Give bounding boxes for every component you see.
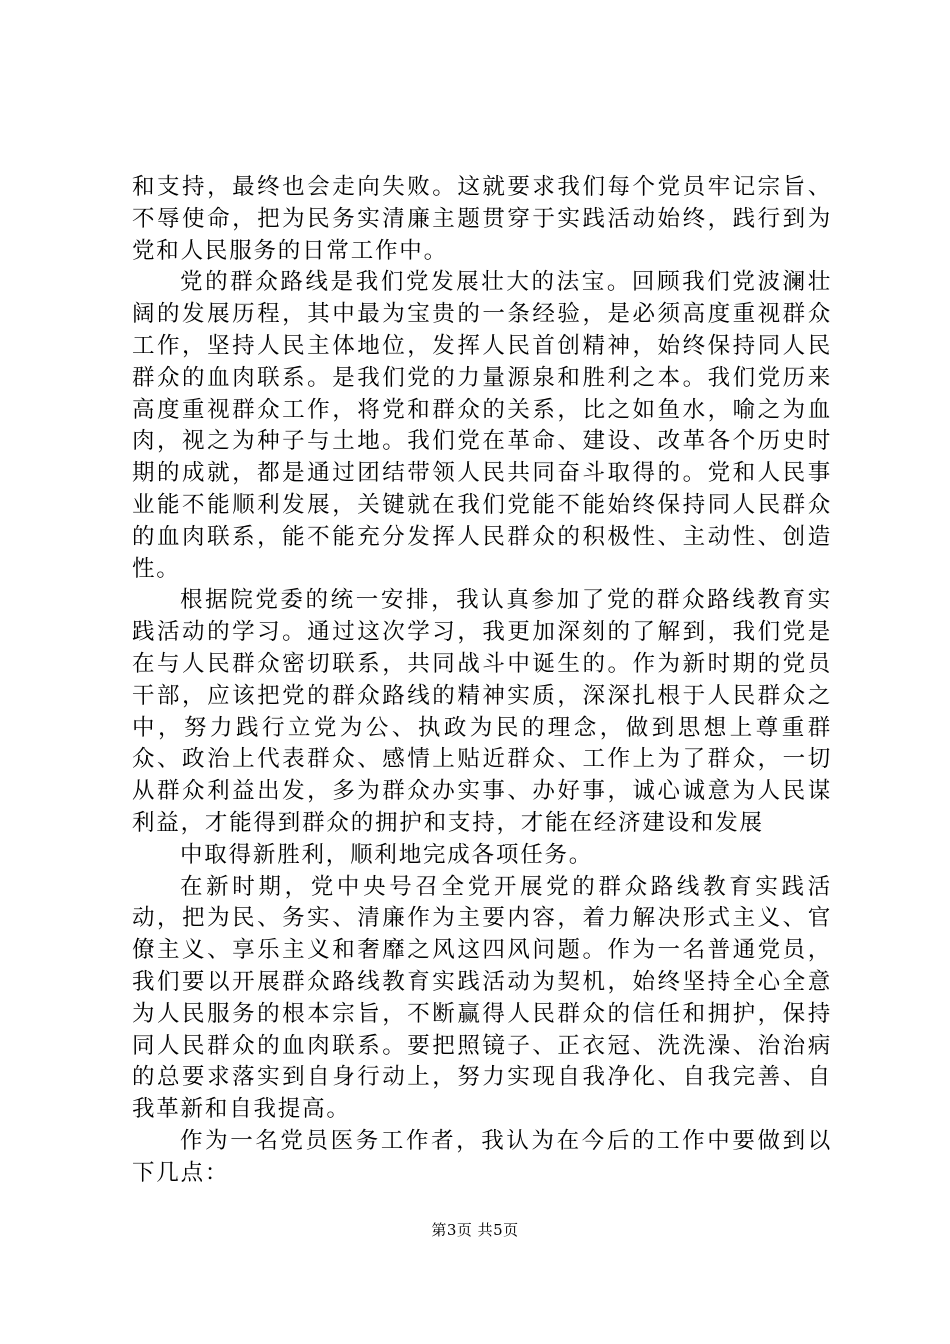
paragraph-study-activity: 根据院党委的统一安排，我认真参加了党的群众路线教育实践活动的学习。通过这次学习，我更加深刻的了解到，我们党是在与人民群众密切联系，共同战斗中诞生的。作为新时期的党员干部，应该把党的群众路线的精神实质，深深扎根于人民群众之中，努力践行立党为公、执政为民的理念，做到思想上尊重群众、政治上代表群众、感情上贴近群众、工作上为了群众，一切从群众利益出发，多为群众办实事、办好事，诚心诚意为人民谋利益，才能得到群众的拥护和支持，才能在经济建设和发展 (132, 587, 832, 836)
paragraph-new-victory: 中取得新胜利，顺利地完成各项任务。 (180, 841, 594, 868)
paragraph-mass-line: 党的群众路线是我们党发展壮大的法宝。回顾我们党波澜壮阔的发展历程，其中最为宝贵的一条经验，是必须高度重视群众工作，坚持人民主体地位，发挥人民首创精神，始终保持同人民群众的血肉联系。是我们党的力量源泉和胜利之本。我们党历来高度重视群众工作，将党和群众的关系，比之如鱼水，喻之为血肉，视之为种子与土地。我们党在革命、建设、改革各个历史时期的成就，都是通过团结带领人民共同奋斗取得的。党和人民事业能不能顺利发展，关键就在我们党能不能始终保持同人民群众的血肉联系，能不能充分发挥人民群众的积极性、主动性、创造性。 (132, 269, 832, 582)
document-body (132, 172, 832, 1190)
page-number-footer: 第3页 共5页 (431, 1221, 519, 1239)
paragraph-medical-worker: 作为一名党员医务工作者，我认为在今后的工作中要做到以下几点： (132, 1127, 832, 1186)
paragraph-continuation: 和支持，最终也会走向失败。这就要求我们每个党员牢记宗旨、不辱使命，把为民务实清廉主题贯穿于实践活动始终，践行到为党和人民服务的日常工作中。 (132, 174, 832, 264)
paragraph-new-period: 在新时期，党中央号召全党开展党的群众路线教育实践活动，把为民、务实、清廉作为主要内容，着力解决形式主义、官僚主义、享乐主义和奢靡之风这四风问题。作为一名普通党员，我们要以开展群众路线教育实践活动为契机，始终坚持全心全意为人民服务的根本宗旨，不断赢得人民群众的信任和拥护，保持同人民群众的血肉联系。要把照镜子、正衣冠、洗洗澡、治治病的总要求落实到自身行动上，努力实现自我净化、自我完善、自我革新和自我提高。 (132, 873, 832, 1123)
